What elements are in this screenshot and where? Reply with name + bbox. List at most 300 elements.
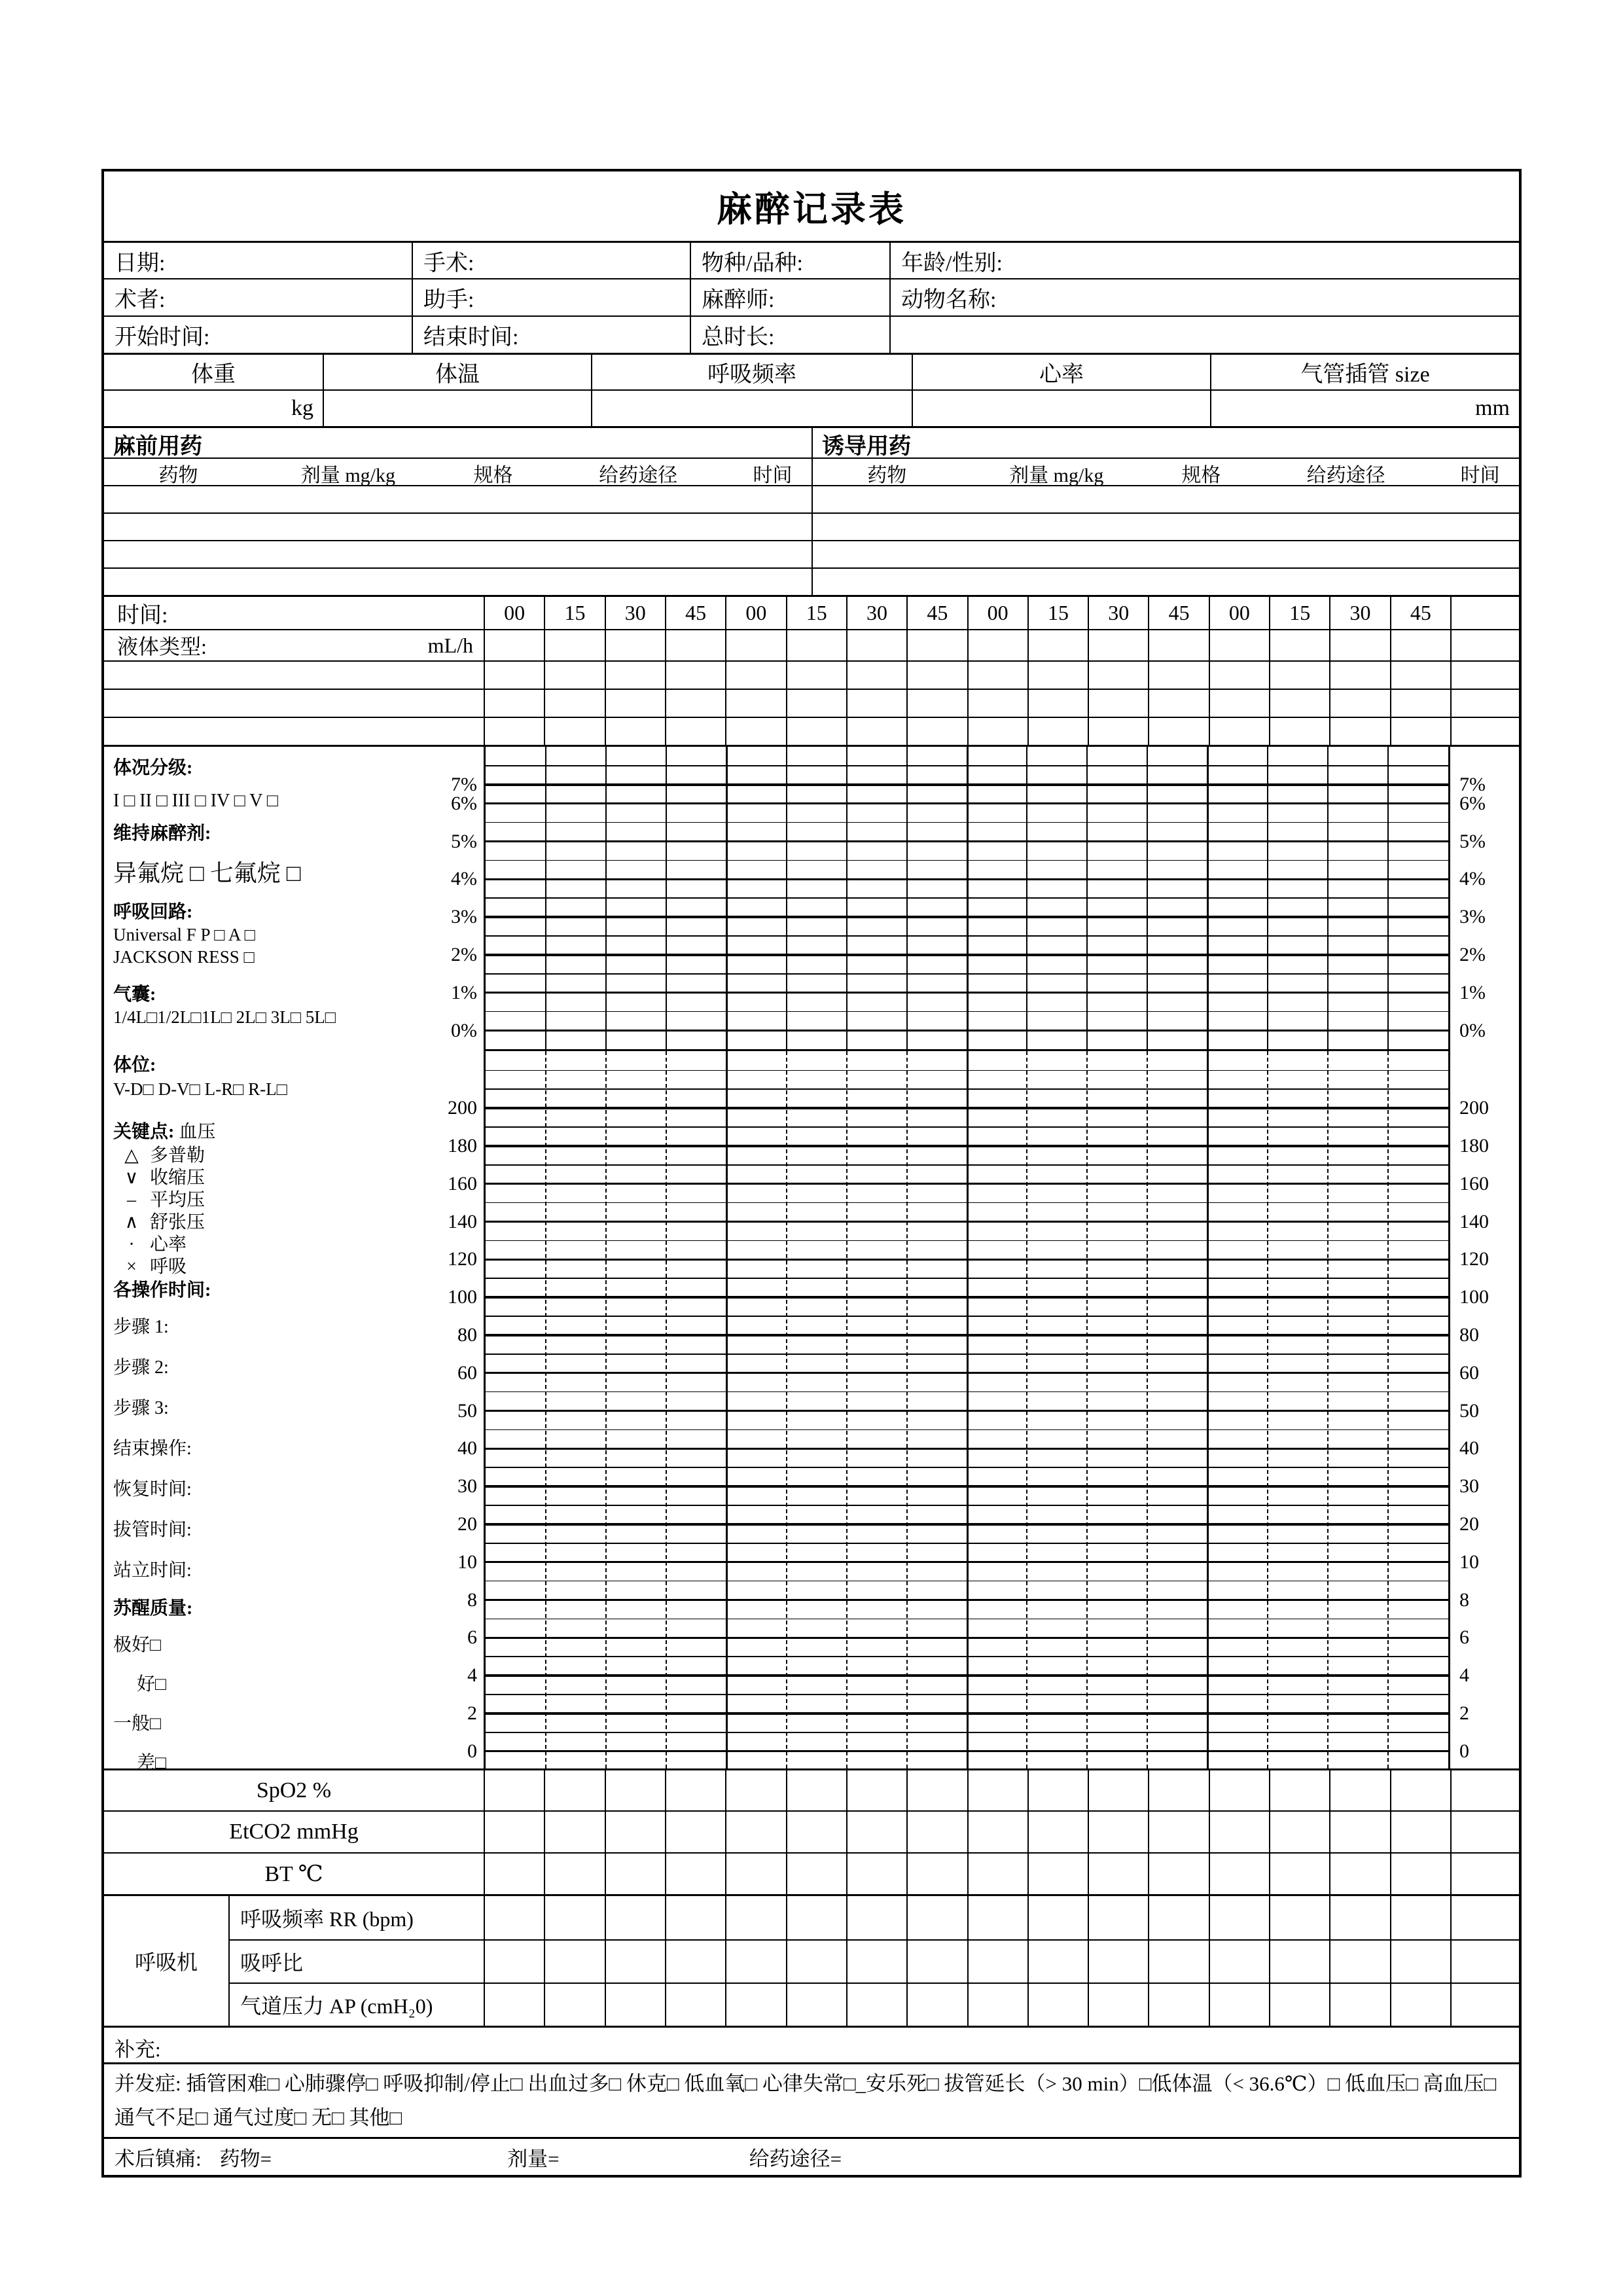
grid-cell[interactable] (1209, 1939, 1269, 1982)
scale-label: 7% (451, 773, 477, 795)
end-time-field[interactable] (412, 317, 690, 353)
dose-col: 剂量 mg/kg (300, 465, 396, 486)
chevron-down-icon: ∨ (124, 1168, 139, 1188)
animal-name-field[interactable] (889, 279, 1519, 315)
grid-cell[interactable] (1269, 1770, 1329, 1810)
et-tube-size-field[interactable] (1210, 391, 1519, 426)
vitals-trend-grid[interactable] (486, 1049, 1448, 1768)
body-position-label: 体位: (113, 1055, 156, 1075)
induction-entry-field[interactable] (812, 514, 1519, 540)
grid-cell[interactable] (725, 662, 785, 689)
grid-cell[interactable] (1088, 690, 1148, 717)
time-cell: 15 (1269, 597, 1329, 629)
time-cell: 15 (786, 597, 846, 629)
age-sex-field[interactable] (889, 243, 1519, 278)
grid-cell[interactable] (605, 1812, 665, 1852)
grid-cell[interactable] (1148, 1939, 1208, 1982)
grid-cell[interactable] (484, 1896, 544, 1939)
grid-cell[interactable] (1450, 630, 1519, 660)
dash-icon: – (127, 1190, 136, 1210)
grid-cell[interactable] (1209, 690, 1269, 717)
grid-cell[interactable] (725, 690, 785, 717)
recovery-time-field[interactable]: 恢复时间: (113, 1479, 192, 1499)
animal-name-label: 动物名称: (901, 288, 997, 312)
complications-row[interactable] (104, 2062, 1519, 2137)
premed-entry-field[interactable] (104, 486, 812, 512)
grid-cell[interactable] (544, 718, 604, 745)
fluid-entry-row (104, 689, 1519, 717)
grid-cell[interactable] (544, 1896, 604, 1939)
grid-cell[interactable] (1209, 630, 1269, 660)
grid-cell[interactable] (484, 1982, 544, 2026)
drug-col: 药物 (867, 465, 907, 486)
grid-cell[interactable] (846, 630, 906, 660)
scale-label: 20 (457, 1513, 477, 1535)
scale-label: 50 (457, 1399, 477, 1422)
grid-cell[interactable] (846, 1812, 906, 1852)
grid-cell[interactable] (1390, 1770, 1450, 1810)
legend-heart-rate: · 心率 (113, 1234, 484, 1256)
grid-cell[interactable] (665, 1939, 725, 1982)
grid-cell[interactable] (1027, 1854, 1088, 1894)
scale-label: 6% (451, 792, 477, 814)
grid-cell[interactable] (1450, 690, 1519, 717)
recovery-quality-label: 苏醒质量: (113, 1598, 193, 1619)
grid-cell[interactable] (605, 1854, 665, 1894)
grid-cell[interactable] (906, 690, 967, 717)
quality-excellent-checkbox[interactable]: 极好□ (113, 1635, 161, 1655)
grid-cell[interactable] (1209, 1854, 1269, 1894)
grid-cell[interactable] (1088, 718, 1148, 745)
grid-cell[interactable] (1088, 630, 1148, 660)
grid-cell[interactable] (1269, 1939, 1329, 1982)
surgery-label: 手术: (423, 251, 474, 276)
grid-cell[interactable] (1088, 662, 1148, 689)
grid-cell[interactable] (1148, 690, 1208, 717)
grid-cell[interactable] (665, 1812, 725, 1852)
grid-cell[interactable] (665, 1854, 725, 1894)
asa-grade-checkboxes[interactable]: I □ II □ III □ IV □ V □ (113, 791, 278, 811)
grid-cell[interactable] (1088, 1854, 1148, 1894)
spec-col: 规格 (1181, 465, 1221, 486)
postop-analgesia-row[interactable] (104, 2137, 1519, 2175)
chart-sidebar (104, 747, 484, 1768)
grid-cell[interactable] (906, 1812, 967, 1852)
grid-cell[interactable] (967, 1812, 1027, 1852)
end-operation-field[interactable]: 结束操作: (113, 1439, 192, 1459)
grid-cell[interactable] (1390, 1939, 1450, 1982)
grid-cell[interactable] (665, 718, 725, 745)
grid-cell[interactable] (967, 690, 1027, 717)
grid-cell[interactable] (1148, 1770, 1208, 1810)
blank-field[interactable] (889, 317, 1519, 353)
induction-entry-field[interactable] (812, 541, 1519, 567)
grid-cell[interactable] (846, 718, 906, 745)
scale-label: 140 (1459, 1210, 1489, 1232)
spec-col: 规格 (473, 465, 513, 486)
scale-label: 4 (1459, 1664, 1469, 1687)
scale-label: 10 (457, 1551, 477, 1573)
grid-cell[interactable] (1148, 1896, 1208, 1939)
grid-cell[interactable] (786, 1770, 846, 1810)
grid-cell[interactable] (725, 1854, 785, 1894)
grid-cell[interactable] (665, 690, 725, 717)
grid-cell[interactable] (786, 630, 846, 660)
grid-cell[interactable] (1269, 630, 1329, 660)
grid-cell[interactable] (484, 1812, 544, 1852)
grid-cell[interactable] (1450, 1896, 1519, 1939)
scale-label: 5% (451, 830, 477, 852)
grid-cell[interactable] (1329, 718, 1389, 745)
scale-label: 10 (1459, 1551, 1479, 1573)
grid-cell[interactable] (1390, 1812, 1450, 1852)
fluid-entry-label[interactable] (104, 662, 484, 689)
extubation-time-field[interactable]: 拔管时间: (113, 1520, 192, 1540)
grid-cell[interactable] (1329, 630, 1389, 660)
premed-entry-field[interactable] (104, 541, 812, 567)
circuit-universal-checkboxes[interactable]: Universal F P □ A □ (113, 925, 255, 944)
grid-cell[interactable] (544, 662, 604, 689)
species-breed-label: 物种/品种: (702, 251, 803, 276)
grid-cell[interactable] (1329, 1854, 1389, 1894)
grid-cell[interactable] (1269, 1982, 1329, 2026)
respiratory-rate-header: 呼吸频率 (591, 355, 912, 389)
premed-entry-field[interactable] (104, 569, 812, 595)
grid-cell[interactable] (1450, 1982, 1519, 2026)
grid-cell[interactable] (1450, 1812, 1519, 1852)
asa-grade-label: 体况分级: (113, 758, 193, 778)
grid-cell[interactable] (1027, 1982, 1088, 2026)
grid-cell[interactable] (906, 1854, 967, 1894)
grid-cell[interactable] (786, 1982, 846, 2026)
grid-cell[interactable] (1209, 1896, 1269, 1939)
date-field[interactable] (104, 243, 412, 278)
grid-cell[interactable] (1450, 597, 1519, 629)
grid-cell[interactable] (1450, 662, 1519, 689)
induction-entry-field[interactable] (812, 486, 1519, 512)
scale-label: 8 (467, 1588, 477, 1611)
grid-cell[interactable] (1390, 1896, 1450, 1939)
grid-cell[interactable] (725, 1896, 785, 1939)
grid-cell[interactable] (1027, 718, 1088, 745)
grid-cell[interactable] (906, 630, 967, 660)
dot-icon: · (128, 1234, 135, 1255)
grid-cell[interactable] (846, 1854, 906, 1894)
anesthetic-percent-grid[interactable] (486, 747, 1448, 1049)
keypoints-title: 关键点: (113, 1122, 175, 1142)
grid-cell[interactable] (1450, 1854, 1519, 1894)
grid-cell[interactable] (967, 1982, 1027, 2026)
grid-cell[interactable] (1329, 662, 1389, 689)
grid-cell[interactable] (1269, 1854, 1329, 1894)
grid-cell[interactable] (786, 718, 846, 745)
grid-cell[interactable] (1390, 718, 1450, 745)
grid-cell[interactable] (484, 1939, 544, 1982)
analgesia-route-field[interactable]: 给药途径= (749, 2147, 842, 2170)
grid-cell[interactable] (1390, 690, 1450, 717)
scale-label: 100 (448, 1286, 477, 1308)
grid-cell[interactable] (544, 1770, 604, 1810)
grid-cell[interactable] (786, 1939, 846, 1982)
grid-cell[interactable] (665, 630, 725, 660)
grid-cell[interactable] (484, 718, 544, 745)
complications-checkboxes[interactable]: 并发症: 插管困难□ 心肺骤停□ 呼吸抑制/停止□ 出血过多□ 休克□ 低血氧□ 心律失常□_安乐死□ 拔管延长（> 30 min）□低体温（< 36.6℃）□ 低血压□ 高血压□ 通气不足□ 通气过度□ 无□ 其他□ (115, 2072, 1497, 2129)
start-time-field[interactable] (104, 317, 412, 353)
grid-cell[interactable] (665, 1982, 725, 2026)
grid-cell[interactable] (1088, 1896, 1148, 1939)
grid-cell[interactable] (786, 662, 846, 689)
reservoir-bag-checkboxes[interactable]: 1/4L□1/2L□1L□ 2L□ 3L□ 5L□ (113, 1007, 336, 1027)
grid-cell[interactable] (1390, 1854, 1450, 1894)
grid-cell[interactable] (1329, 1982, 1389, 2026)
grid-cell[interactable] (1088, 1982, 1148, 2026)
grid-cell[interactable] (605, 1939, 665, 1982)
form-title: 麻醉记录表 (717, 189, 906, 229)
grid-cell[interactable] (605, 718, 665, 745)
scale-label: 30 (457, 1475, 477, 1498)
time-cell: 45 (1390, 597, 1450, 629)
grid-cell[interactable] (1027, 630, 1088, 660)
fluid-row-label (104, 630, 484, 660)
grid-cell[interactable] (846, 1982, 906, 2026)
premed-entry-field[interactable] (104, 514, 812, 540)
grid-cell[interactable] (484, 1770, 544, 1810)
quality-good-checkbox[interactable]: 好□ (137, 1674, 166, 1695)
grid-cell[interactable] (544, 1812, 604, 1852)
grid-cell[interactable] (1088, 1770, 1148, 1810)
body-position-checkboxes[interactable]: V-D□ D-V□ L-R□ R-L□ (113, 1079, 287, 1099)
grid-cell[interactable] (484, 662, 544, 689)
grid-cell[interactable] (906, 1982, 967, 2026)
grid-cell[interactable] (605, 690, 665, 717)
grid-cell[interactable] (1329, 1770, 1389, 1810)
grid-cell[interactable] (1450, 718, 1519, 745)
grid-cell[interactable] (906, 718, 967, 745)
anesthesia-record-form (101, 169, 1522, 2178)
grid-cell[interactable] (1027, 1896, 1088, 1939)
end-time-label: 结束时间: (423, 325, 519, 350)
grid-cell[interactable] (906, 1896, 967, 1939)
grid-cell[interactable] (846, 1939, 906, 1982)
quality-fair-checkbox[interactable]: 一般□ (113, 1713, 161, 1734)
supplement-label: 补充: (115, 2038, 161, 2061)
grid-cell[interactable] (1148, 630, 1208, 660)
grid-cell[interactable] (544, 630, 604, 660)
grid-cell[interactable] (967, 718, 1027, 745)
scale-label: 2 (1459, 1702, 1469, 1724)
fluid-entry-label[interactable] (104, 718, 484, 745)
grid-cell[interactable] (1209, 1812, 1269, 1852)
grid-cell[interactable] (1329, 690, 1389, 717)
temperature-header: 体温 (323, 355, 591, 389)
grid-cell[interactable] (1329, 1896, 1389, 1939)
step-3-field[interactable]: 步骤 3: (113, 1398, 169, 1418)
grid-cell[interactable] (846, 662, 906, 689)
time-col: 时间 (753, 465, 793, 486)
fluid-entry-label[interactable] (104, 690, 484, 717)
grid-cell[interactable] (665, 662, 725, 689)
step-1-field[interactable]: 步骤 1: (113, 1317, 169, 1337)
scale-label: 5% (1459, 830, 1486, 852)
grid-cell[interactable] (1209, 1982, 1269, 2026)
info-row-3 (104, 315, 1519, 353)
supplement-row[interactable] (104, 2026, 1519, 2062)
grid-cell[interactable] (605, 1896, 665, 1939)
scale-label: 6 (467, 1626, 477, 1649)
start-time-label: 开始时间: (115, 325, 210, 350)
grid-cell[interactable] (605, 630, 665, 660)
grid-cell[interactable] (846, 1896, 906, 1939)
grid-cell[interactable] (484, 1854, 544, 1894)
grid-cell[interactable] (665, 1896, 725, 1939)
grid-cell[interactable] (544, 1854, 604, 1894)
standing-time-field[interactable]: 站立时间: (113, 1560, 192, 1581)
grid-cell[interactable] (544, 690, 604, 717)
grid-cell[interactable] (1209, 718, 1269, 745)
grid-cell[interactable] (1027, 1939, 1088, 1982)
quality-poor-checkbox[interactable]: 差□ (137, 1753, 166, 1768)
grid-cell[interactable] (1027, 690, 1088, 717)
scale-label: 50 (1459, 1399, 1479, 1422)
grid-cell[interactable] (967, 1770, 1027, 1810)
grid-cell[interactable] (1209, 1770, 1269, 1810)
cross-icon: × (126, 1257, 137, 1277)
grid-cell[interactable] (1269, 718, 1329, 745)
grid-cell[interactable] (1209, 662, 1269, 689)
grid-cell[interactable] (1450, 1770, 1519, 1810)
time-col: 时间 (1460, 465, 1500, 486)
grid-cell[interactable] (846, 1770, 906, 1810)
grid-cell[interactable] (1027, 1770, 1088, 1810)
circuit-jackson-checkbox[interactable]: JACKSON RESS □ (113, 947, 255, 967)
anesthetic-checkboxes[interactable]: 异氟烷 □ 七氟烷 □ (113, 860, 301, 886)
grid-cell[interactable] (1148, 662, 1208, 689)
grid-cell[interactable] (786, 1854, 846, 1894)
grid-cell[interactable] (967, 1896, 1027, 1939)
right-scale-axis (1450, 747, 1519, 1768)
heart-rate-field[interactable] (912, 391, 1210, 426)
grid-cell[interactable] (967, 1854, 1027, 1894)
grid-cell[interactable] (1329, 1812, 1389, 1852)
analgesia-drug-field[interactable]: 药物= (219, 2147, 272, 2170)
grid-cell[interactable] (725, 1770, 785, 1810)
grid-cell[interactable] (846, 690, 906, 717)
grid-cell[interactable] (665, 1770, 725, 1810)
temperature-field[interactable] (323, 391, 591, 426)
body-temp-row (104, 1852, 1519, 1894)
scale-label: 80 (457, 1323, 477, 1346)
spo2-row (104, 1768, 1519, 1810)
legend-diastolic: ∧ 舒张压 (113, 1211, 484, 1234)
et-tube-size-header: 气管插管 size (1210, 355, 1519, 389)
induction-entry-field[interactable] (812, 569, 1519, 595)
grid-cell[interactable] (1027, 662, 1088, 689)
assistant-field[interactable] (412, 279, 690, 315)
respiratory-rate-field[interactable] (591, 391, 912, 426)
grid-cell[interactable] (725, 1812, 785, 1852)
step-2-field[interactable]: 步骤 2: (113, 1357, 169, 1378)
weight-field[interactable] (104, 391, 323, 426)
grid-cell[interactable] (1450, 1939, 1519, 1982)
ventilator-label: 呼吸机 (134, 1950, 198, 1974)
ventilator-section (104, 1894, 1519, 2026)
grid-cell[interactable] (967, 630, 1027, 660)
grid-cell[interactable] (1088, 1812, 1148, 1852)
legend-respiration: × 呼吸 (113, 1256, 484, 1278)
time-cell: 00 (1209, 597, 1269, 629)
grid-cell[interactable] (725, 1982, 785, 2026)
scale-label: 160 (1459, 1172, 1489, 1194)
grid-cell[interactable] (906, 1770, 967, 1810)
surgery-field[interactable] (412, 243, 690, 278)
grid-cell[interactable] (1329, 1939, 1389, 1982)
species-breed-field[interactable] (690, 243, 889, 278)
grid-cell[interactable] (1027, 1812, 1088, 1852)
analgesia-label: 术后镇痛: (115, 2147, 202, 2170)
grid-cell[interactable] (725, 630, 785, 660)
scale-label: 7% (1459, 773, 1486, 795)
fluid-type-row (104, 629, 1519, 660)
grid-cell[interactable] (1269, 1812, 1329, 1852)
scale-label: 0% (1459, 1019, 1486, 1041)
ventilator-param-label: 气道压力 AP (cmH₂0) (228, 1982, 484, 2026)
grid-cell[interactable] (906, 662, 967, 689)
grid-cell[interactable] (1390, 1982, 1450, 2026)
grid-cell[interactable] (786, 690, 846, 717)
grid-cell[interactable] (967, 1939, 1027, 1982)
total-duration-label: 总时长: (702, 325, 775, 350)
grid-cell[interactable] (1269, 1896, 1329, 1939)
total-duration-field[interactable] (690, 317, 889, 353)
grid-cell[interactable] (1269, 690, 1329, 717)
anesthetist-field[interactable] (690, 279, 889, 315)
grid-cell[interactable] (725, 1939, 785, 1982)
grid-cell[interactable] (1148, 1982, 1208, 2026)
grid-cell[interactable] (484, 630, 544, 660)
grid-cell[interactable] (725, 718, 785, 745)
left-scale-axis (421, 747, 484, 1768)
grid-cell[interactable] (786, 1812, 846, 1852)
medication-entry-row (104, 540, 1519, 567)
chart-plots (484, 747, 1450, 1768)
grid-cell[interactable] (1088, 1939, 1148, 1982)
grid-cell[interactable] (1148, 1854, 1208, 1894)
keypoints-bp-label: 血压 (179, 1122, 216, 1142)
fluid-entry-row (104, 717, 1519, 745)
time-cell: 45 (1148, 597, 1208, 629)
grid-cell[interactable] (605, 662, 665, 689)
surgeon-field[interactable] (104, 279, 412, 315)
grid-cell[interactable] (605, 1982, 665, 2026)
grid-cell[interactable] (484, 690, 544, 717)
vitals-value-row (104, 389, 1519, 426)
grid-cell[interactable] (1269, 662, 1329, 689)
grid-cell[interactable] (1390, 662, 1450, 689)
grid-cell[interactable] (544, 1982, 604, 2026)
grid-cell[interactable] (967, 662, 1027, 689)
analgesia-dose-field[interactable]: 剂量= (507, 2147, 560, 2170)
grid-cell[interactable] (906, 1939, 967, 1982)
time-cell: 00 (967, 597, 1027, 629)
grid-cell[interactable] (605, 1770, 665, 1810)
grid-cell[interactable] (786, 1896, 846, 1939)
grid-cell[interactable] (1148, 1812, 1208, 1852)
grid-cell[interactable] (1148, 718, 1208, 745)
time-cell: 00 (484, 597, 544, 629)
grid-cell[interactable] (1390, 630, 1450, 660)
grid-cell[interactable] (544, 1939, 604, 1982)
time-cell: 15 (544, 597, 604, 629)
